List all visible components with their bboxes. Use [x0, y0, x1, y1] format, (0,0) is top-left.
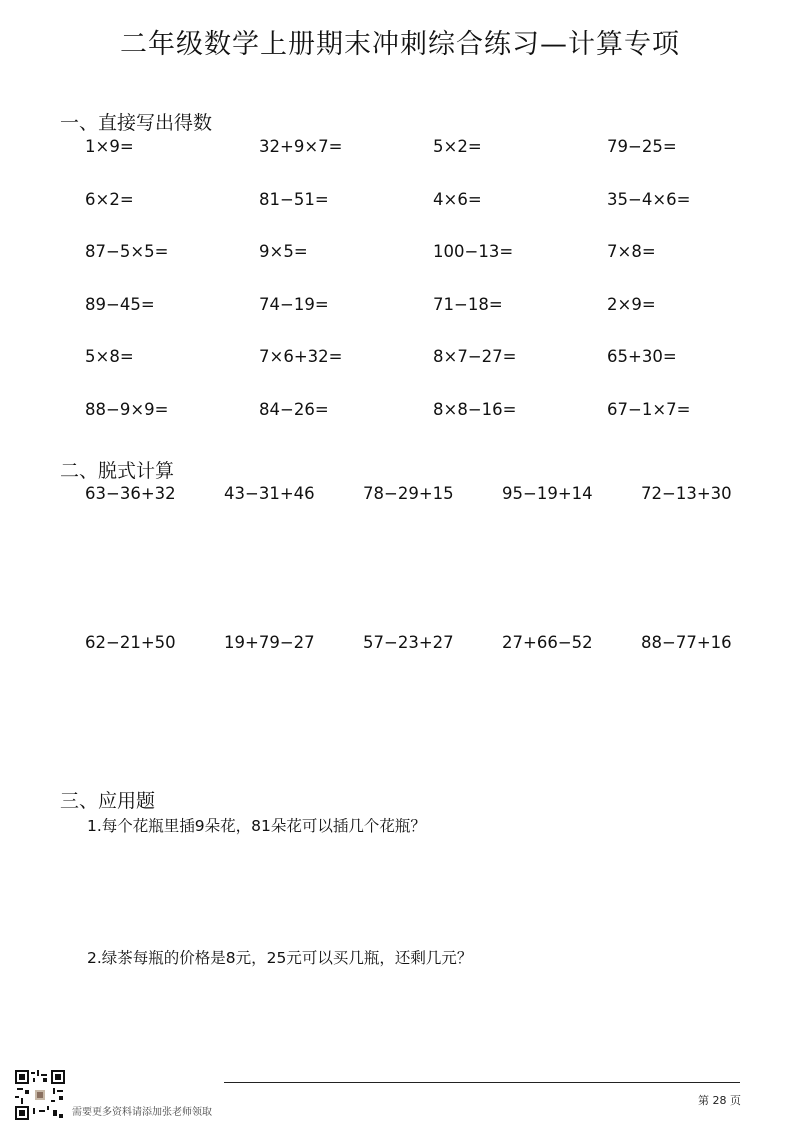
- written-item: 27+66−52: [502, 633, 593, 652]
- written-row-1: [85, 483, 780, 505]
- oral-item: 8×7−27=: [433, 347, 517, 367]
- written-item: 63−36+32: [85, 484, 176, 503]
- oral-item: 71−18=: [433, 294, 503, 314]
- page-number: 第 28 页: [698, 1094, 741, 1107]
- oral-item: 9×5=: [259, 242, 308, 262]
- written-item: 72−13+30: [641, 484, 732, 503]
- written-item: 88−77+16: [641, 633, 732, 652]
- section-heading-word-problems: 三、应用题: [60, 790, 156, 812]
- written-item: 95−19+14: [502, 484, 593, 503]
- oral-item: 1×9=: [85, 137, 134, 156]
- written-item: 57−23+27: [363, 633, 454, 652]
- word-problem-2: 2.绿茶每瓶的价格是8元，25元可以买几瓶，还剩几元？: [87, 949, 473, 967]
- qr-caption: 需要更多资料请添加张老师领取: [72, 1107, 212, 1118]
- footer-divider: [224, 1082, 740, 1083]
- qr-code-icon: [15, 1070, 65, 1120]
- oral-item: 5×8=: [85, 347, 134, 367]
- oral-item: 100−13=: [433, 242, 514, 262]
- oral-item: 74−19=: [259, 294, 329, 314]
- oral-item: 87−5×5=: [85, 242, 169, 262]
- oral-item: 79−25=: [607, 137, 677, 156]
- oral-item: 65+30=: [607, 347, 677, 367]
- page-title: 二年级数学上册期末冲刺综合练习—计算专项: [120, 29, 680, 60]
- oral-item: 2×9=: [607, 294, 656, 314]
- oral-item: 8×8−16=: [433, 399, 517, 419]
- oral-item: 88−9×9=: [85, 399, 169, 419]
- oral-item: 81−51=: [259, 189, 329, 209]
- oral-item: 67−1×7=: [607, 399, 691, 419]
- oral-item: 7×8=: [607, 242, 656, 262]
- section-heading-written: 二、脱式计算: [60, 460, 175, 482]
- oral-item: 89−45=: [85, 294, 155, 314]
- written-item: 62−21+50: [85, 633, 176, 652]
- word-problem-1: 1.每个花瓶里插9朵花，81朵花可以插几个花瓶？: [87, 817, 426, 835]
- oral-item: 7×6+32=: [259, 347, 343, 367]
- oral-item: 5×2=: [433, 137, 482, 156]
- written-row-2: [85, 632, 780, 654]
- oral-item: 32+9×7=: [259, 137, 343, 156]
- oral-calculation-grid: [85, 136, 781, 452]
- oral-item: 6×2=: [85, 189, 134, 209]
- oral-item: 84−26=: [259, 399, 329, 419]
- oral-item: 4×6=: [433, 189, 482, 209]
- oral-item: 35−4×6=: [607, 189, 691, 209]
- section-heading-oral: 一、直接写出得数: [60, 112, 213, 134]
- written-item: 19+79−27: [224, 633, 315, 652]
- written-item: 78−29+15: [363, 484, 454, 503]
- written-item: 43−31+46: [224, 484, 315, 503]
